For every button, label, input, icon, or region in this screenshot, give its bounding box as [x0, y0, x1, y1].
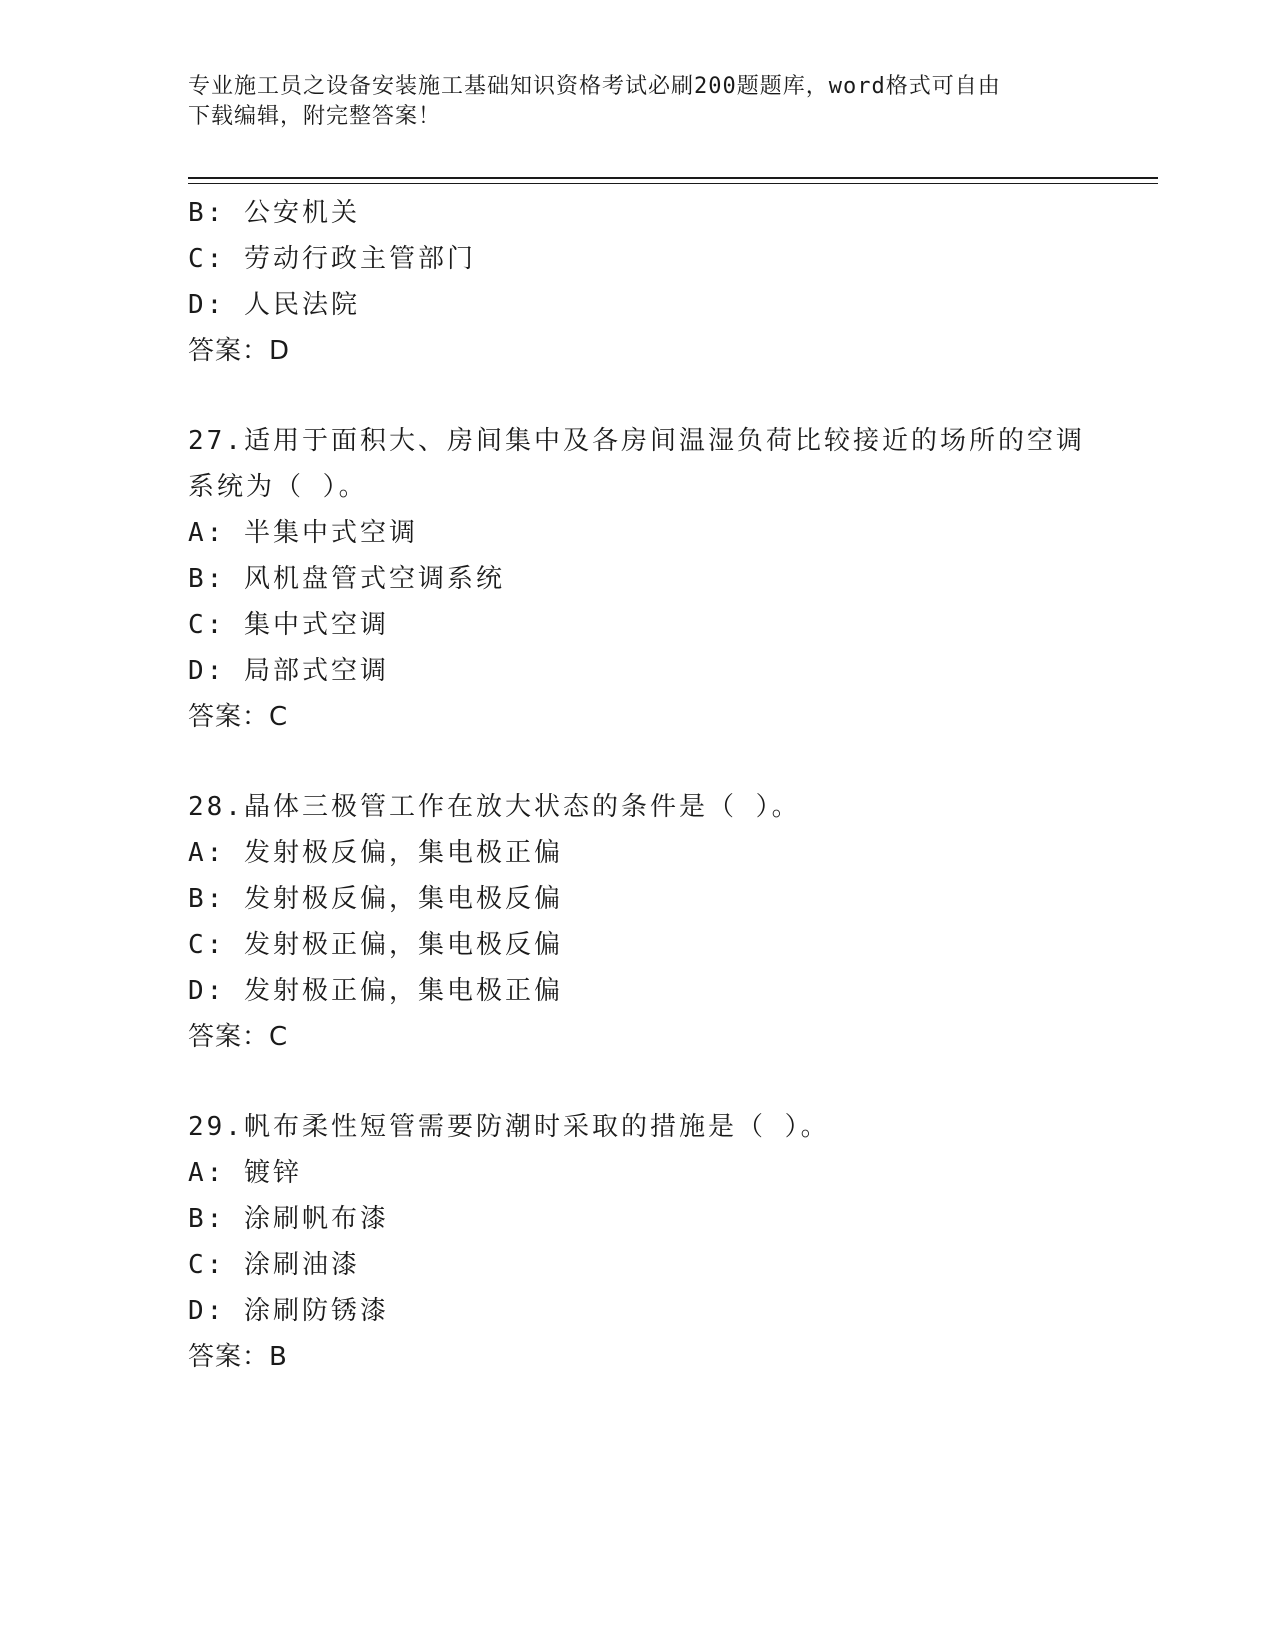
answer-line: 答案：C [188, 1022, 289, 1052]
header-divider-thick [188, 177, 1158, 179]
question-28 [188, 784, 1088, 1060]
option-d: D: 发射极正偏，集电极正偏 [188, 976, 563, 1006]
option-c: C: 涂刷油漆 [188, 1250, 360, 1280]
option-a: A: 半集中式空调 [188, 518, 418, 548]
option-c: C: 发射极正偏，集电极反偏 [188, 930, 563, 960]
header-line-2: 下载编辑，附完整答案！ [188, 104, 442, 129]
answer-line: 答案：C [188, 702, 289, 732]
spacer [188, 374, 1088, 418]
header-line-1: 专业施工员之设备安装施工基础知识资格考试必刷200题题库，word格式可自由 [188, 74, 1001, 99]
option-b: B: 涂刷帆布漆 [188, 1204, 389, 1234]
option-b: B: 发射极反偏，集电极反偏 [188, 884, 563, 914]
question-list [188, 190, 1088, 1380]
option-d: D: 局部式空调 [188, 656, 389, 686]
document-header [188, 72, 1088, 132]
question-26-tail [188, 190, 1088, 374]
option-a: A: 镀锌 [188, 1158, 302, 1188]
option-d: D: 涂刷防锈漆 [188, 1296, 389, 1326]
answer-line: 答案：D [188, 336, 291, 366]
spacer [188, 740, 1088, 784]
question-29 [188, 1104, 1088, 1380]
question-text-continued: 系统为（ ）。 [188, 472, 368, 502]
answer-line: 答案：B [188, 1342, 288, 1372]
option-d: D: 人民法院 [188, 290, 360, 320]
question-27 [188, 418, 1088, 740]
option-c: C: 劳动行政主管部门 [188, 244, 476, 274]
option-c: C: 集中式空调 [188, 610, 389, 640]
question-text: 29.帆布柔性短管需要防潮时采取的措施是（ ）。 [188, 1112, 830, 1142]
question-text: 27.适用于面积大、房间集中及各房间温湿负荷比较接近的场所的空调 [188, 426, 1085, 456]
header-divider-thin [188, 183, 1158, 184]
spacer [188, 1060, 1088, 1104]
option-b: B: 风机盘管式空调系统 [188, 564, 505, 594]
question-text: 28.晶体三极管工作在放大状态的条件是（ ）。 [188, 792, 801, 822]
option-a: A: 发射极反偏，集电极正偏 [188, 838, 563, 868]
option-b: B: 公安机关 [188, 198, 360, 228]
